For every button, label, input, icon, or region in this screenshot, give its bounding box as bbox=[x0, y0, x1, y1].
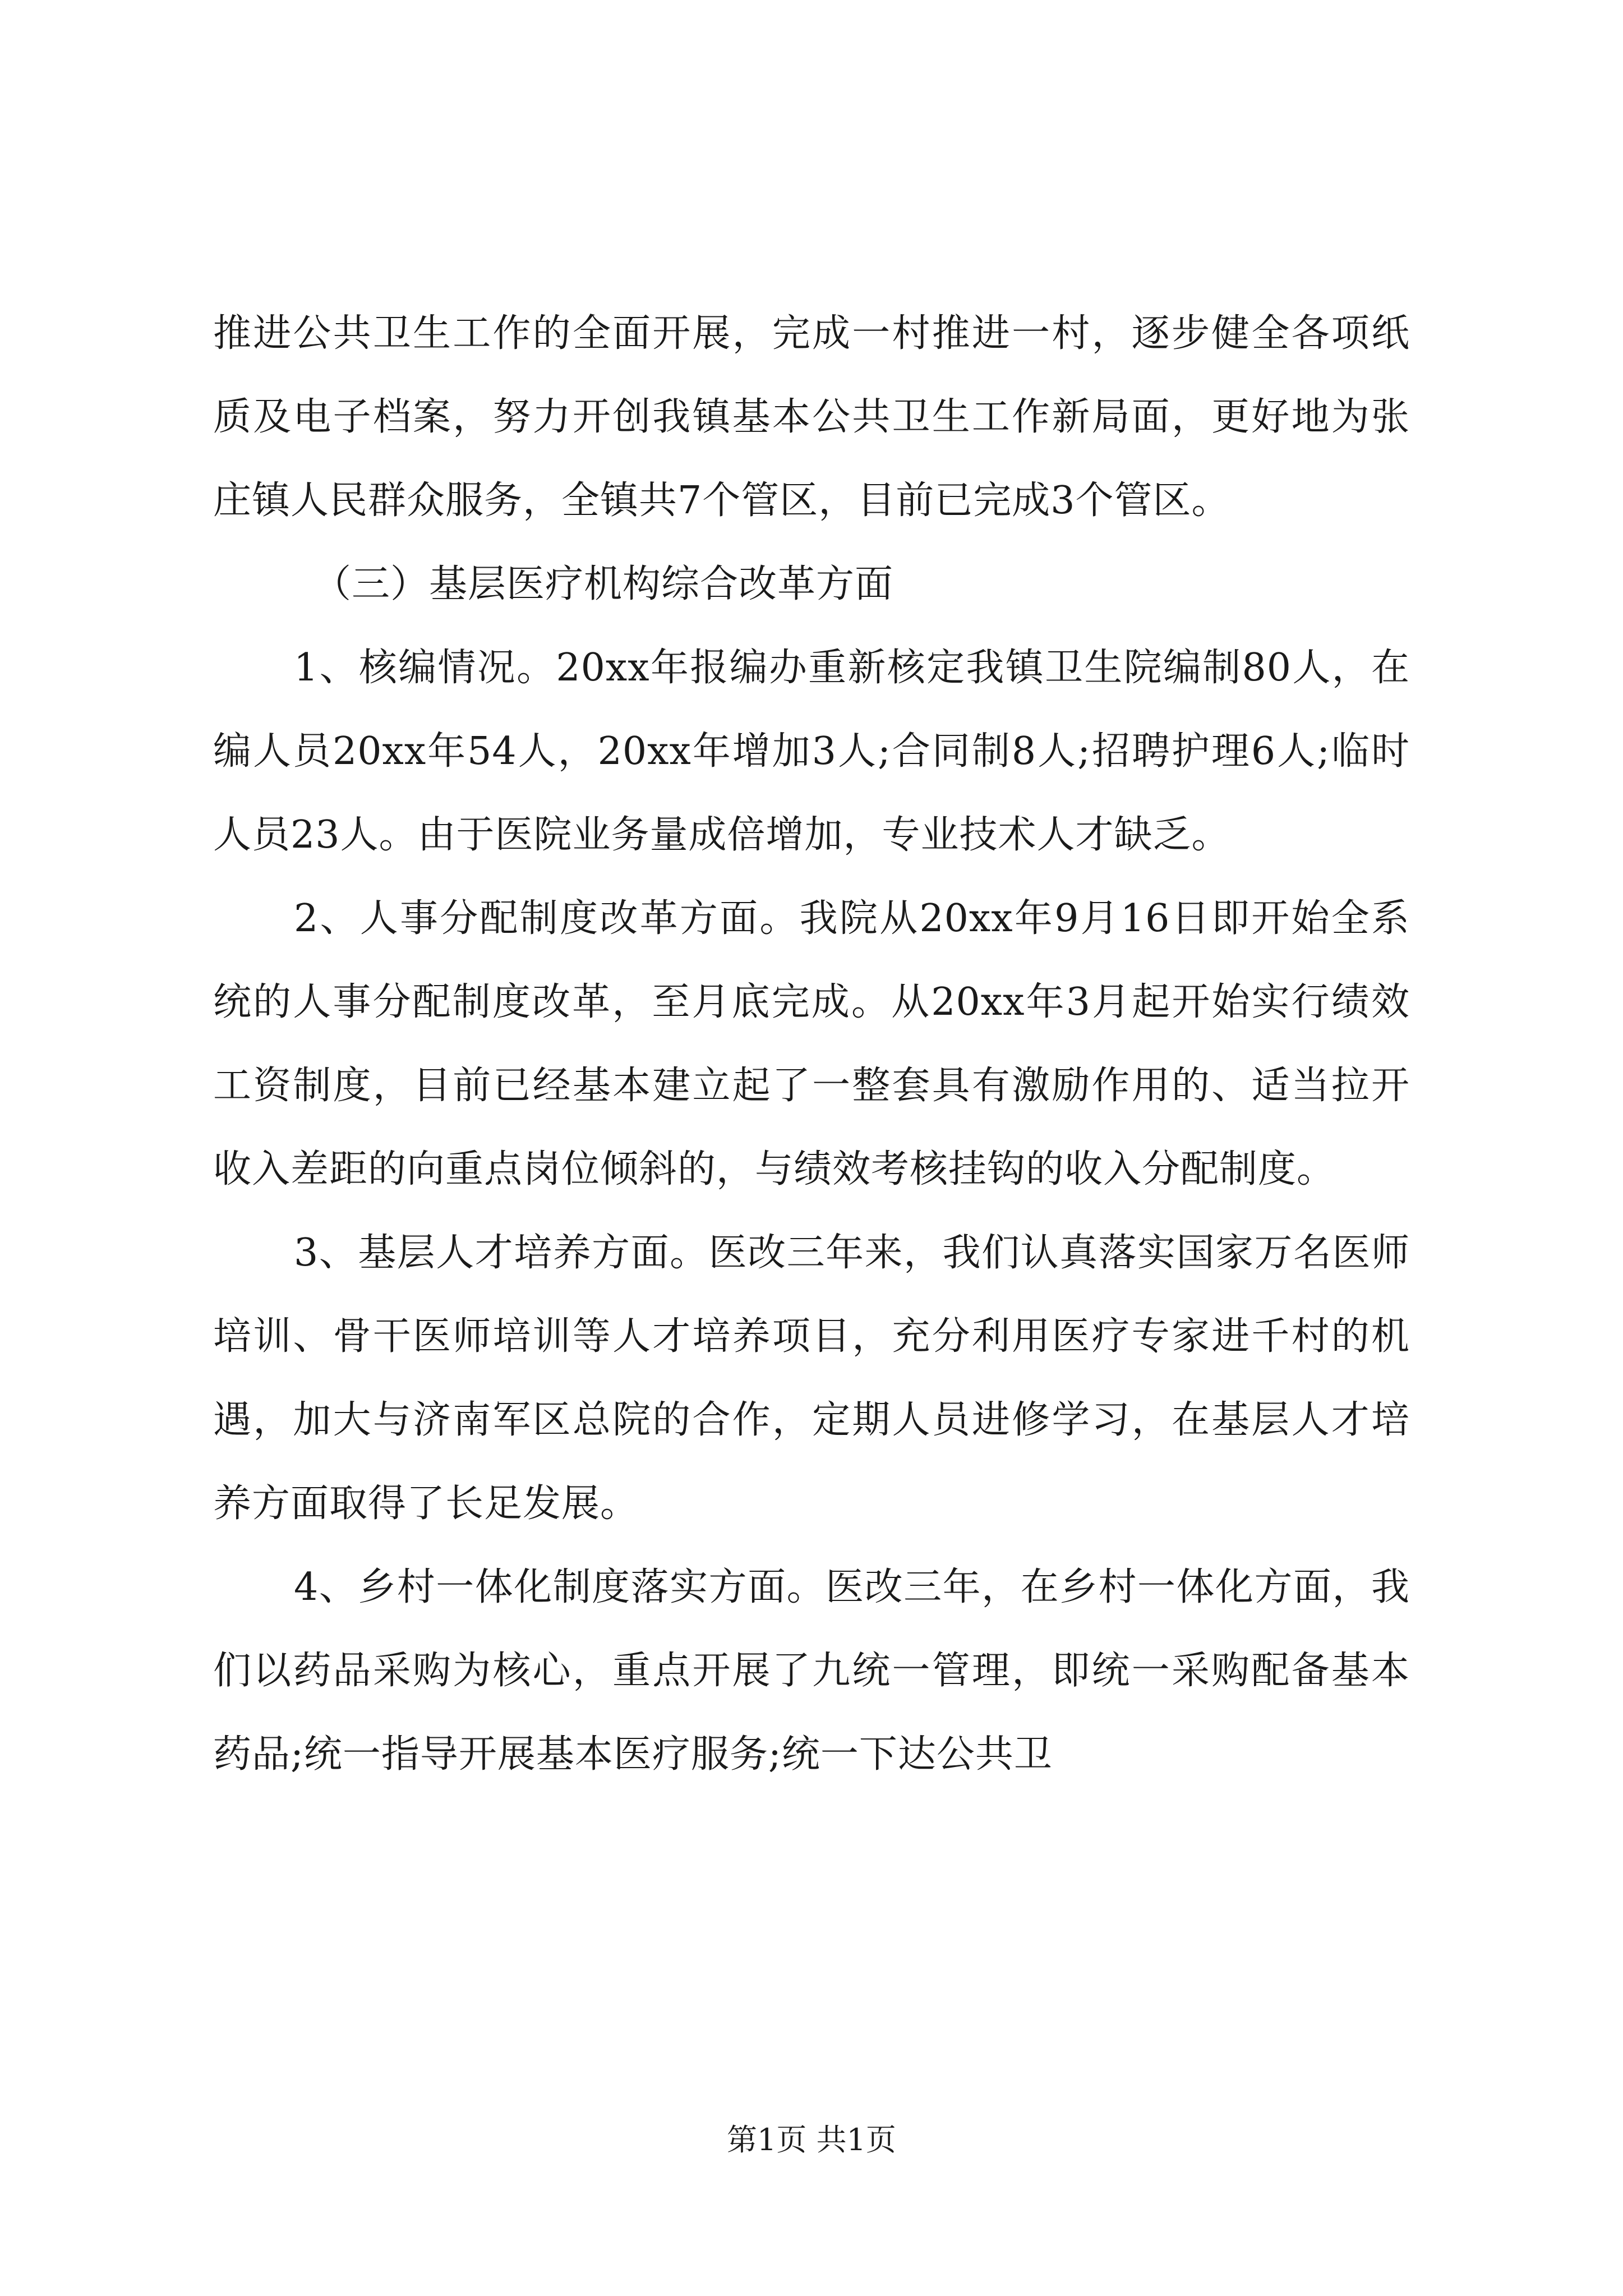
paragraph-rural-integration: 4、乡村一体化制度落实方面。医改三年，在乡村一体化方面，我们以药品采购为核心，重点开展了九统一管理，即统一采购配备基本药品;统一指导开展基本医疗服务;统一下达公共卫 bbox=[213, 1565, 1410, 1777]
section-heading: （三）基层医疗机构综合改革方面 bbox=[313, 562, 894, 606]
paragraph-talent-training: 3、基层人才培养方面。医改三年来，我们认真落实国家万名医师培训、骨干医师培训等人才培养项目，充分利用医疗专家进千村的机遇，加大与济南军区总院的合作，定期人员进修学习，在基层人才培养方面取得了长足发展。 bbox=[213, 1231, 1410, 1526]
page-footer: 第1页 共1页 bbox=[727, 2122, 896, 2157]
paragraph-continuation: 推进公共卫生工作的全面开展，完成一村推进一村，逐步健全各项纸质及电子档案，努力开创我镇基本公共卫生工作新局面，更好地为张庄镇人民群众服务，全镇共7个管区，目前已完成3个管区。 bbox=[213, 311, 1410, 523]
document-body bbox=[213, 292, 1410, 1796]
paragraph-staffing: 1、核编情况。20xx年报编办重新核定我镇卫生院编制80人，在编人员20xx年54人，20xx年增加3人;合同制8人;招聘护理6人;临时人员23人。由于医院业务量成倍增加，专业技术人才缺乏。 bbox=[213, 646, 1410, 857]
paragraph-personnel-reform: 2、人事分配制度改革方面。我院从20xx年9月16日即开始全系统的人事分配制度改革，至月底完成。从20xx年3月起开始实行绩效工资制度，目前已经基本建立起了一整套具有激励作用的、适当拉开收入差距的向重点岗位倾斜的，与绩效考核挂钩的收入分配制度。 bbox=[213, 896, 1410, 1191]
